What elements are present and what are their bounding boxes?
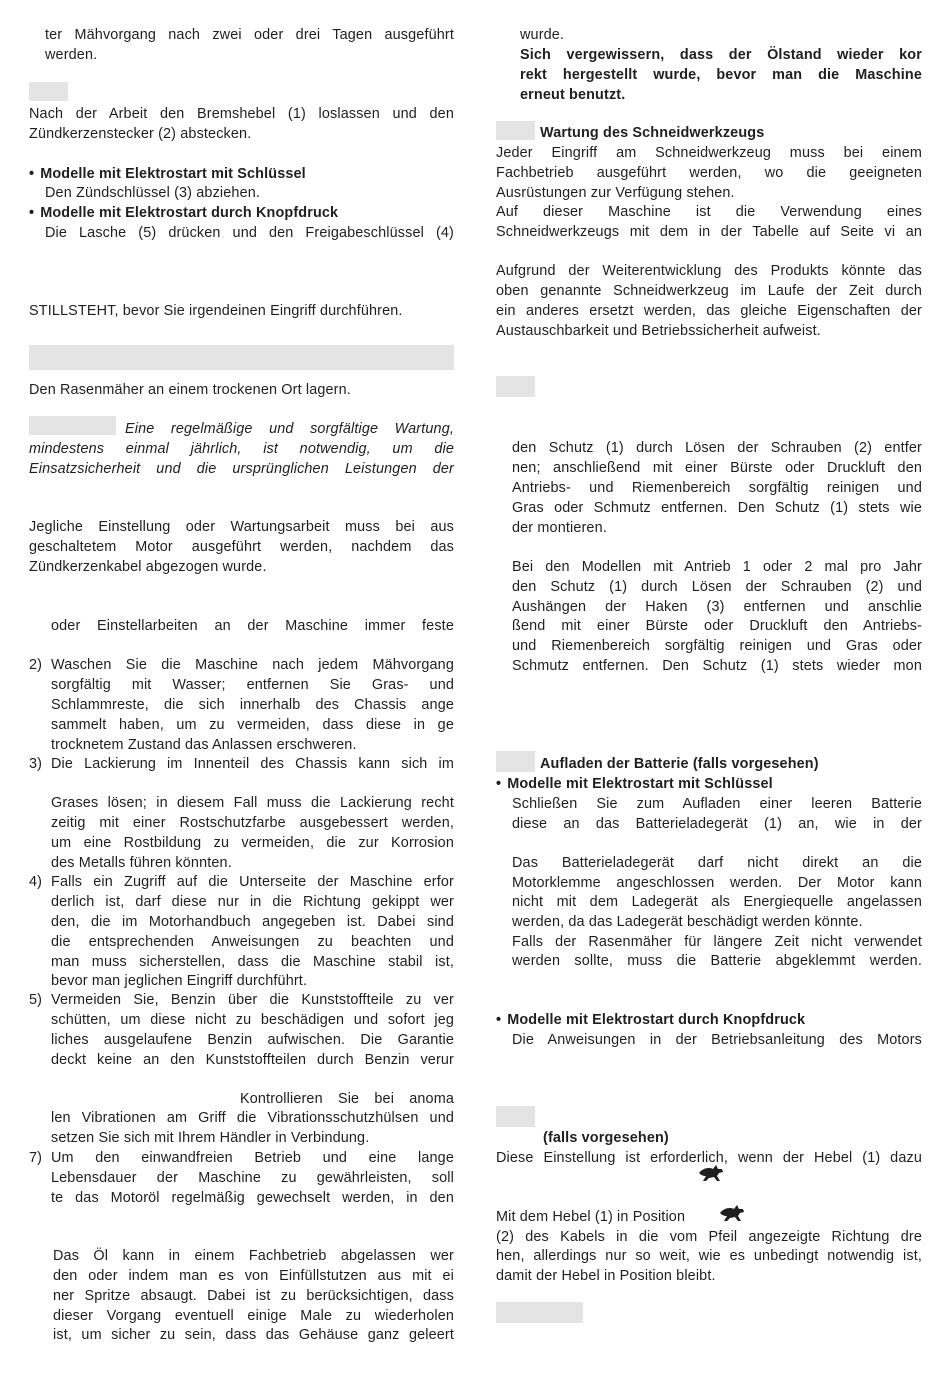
warning-line-1: Sich vergewissern, dass der Ölstand wieder kor — [520, 47, 922, 63]
cutting-line-5: Schneidwerkzeugs mit dem in der Tabelle auf Seite vi an — [496, 224, 922, 240]
warning-line-2: rekt hergestellt wurde, bevor man die Maschine — [520, 67, 922, 83]
item5-line-4: deckt keine an den Kunststoffteilen durch Benzin verur — [51, 1052, 454, 1068]
button-model-text: Die Lasche (5) drücken und den Freigabeschlüssel (4) — [45, 225, 454, 241]
item3-line-2: Grases lösen; in diesem Fall muss die Lackierung recht — [51, 795, 454, 811]
item3-line-4: um eine Rostbildung zu vermeiden, die zur Korrosion — [51, 835, 454, 851]
item2-line-3: Schlammreste, die sich innerhalb des Chassis ange — [51, 697, 454, 713]
key-model-title: Modelle mit Elektrostart mit Schlüssel — [40, 166, 306, 182]
item2-number: 2) — [29, 657, 43, 673]
section-number-box — [29, 82, 68, 101]
battery-heading: Aufladen der Batterie (falls vorgesehen) — [540, 756, 819, 772]
item7-line-1 — [29, 1148, 454, 1168]
guard1-line-4: Gras oder Schmutz entfernen. Den Schutz (1) stets wie — [512, 500, 922, 516]
cable-line-1: (2) des Kabels in die vom Pfeil angezeigte Richtung dre — [496, 1229, 922, 1245]
item7-line-2: Lebensdauer der Maschine zu gewährleisten, soll — [51, 1170, 454, 1186]
after-work-line-1: Nach der Arbeit den Bremshebel (1) loslassen und den — [29, 106, 454, 122]
charger-line-4: werden, da das Ladegerät beschädigt werden könnte. — [512, 914, 863, 930]
position-line — [496, 1207, 922, 1227]
guard-number-box — [496, 376, 535, 397]
development-line-2: oben genannte Schneidwerkzeug im Laufe der Zeit durch — [496, 283, 922, 299]
item4-line-6: bevor man jeglichen Eingriff durchführt. — [51, 973, 308, 989]
charger-line-1: Das Batterieladegerät darf nicht direkt an die — [512, 855, 922, 871]
section-heading-bar — [29, 345, 454, 370]
warning-line-3: erneut benutzt. — [520, 87, 626, 103]
item3-line-3: zeitig mit einer Rostschutzfarbe ausgebessert werden, — [51, 815, 454, 831]
button-model-title: Modelle mit Elektrostart durch Knopfdruck — [40, 205, 339, 221]
lever-line: Diese Einstellung ist erforderlich, wenn der Hebel (1) dazu — [496, 1150, 922, 1166]
item7-number: 7) — [29, 1150, 43, 1166]
guard2-line-5: und Riemenbereich sorgfältig reinigen und Gras oder — [512, 638, 922, 654]
oil-line-2: den oder indem man es von Einfüllstutzen aus mit ei — [53, 1268, 454, 1284]
stillsteht-line: STILLSTEHT, bevor Sie irgendeinen Eingriff durchführen. — [29, 303, 403, 319]
item2-line-1 — [29, 655, 454, 675]
after-work-line-2: Zündkerzenstecker (2) abstecken. — [29, 126, 252, 142]
oil-line-1: Das Öl kann in einem Fachbetrieb abgelassen wer — [53, 1248, 454, 1264]
key-model-heading: • Modelle mit Elektrostart mit Schlüssel — [29, 166, 306, 182]
guard2-line-2: den Schutz (1) durch Lösen der Schrauben (2) und — [512, 579, 922, 595]
hare-icon-inline — [719, 1203, 745, 1223]
item3-line-5: des Metalls führen könnten. — [51, 855, 232, 871]
adjust-line-3: Zündkerzenkabel abgezogen wurde. — [29, 559, 267, 575]
item6-line-2: len Vibrationen am Griff die Vibrationsschutzhülsen und — [51, 1110, 454, 1126]
battery-button-title: Modelle mit Elektrostart durch Knopfdruck — [507, 1012, 806, 1028]
battery-key-line-1: Schließen Sie zum Aufladen einer leeren Batterie — [512, 796, 922, 812]
guard2-line-1: Bei den Modellen mit Antrieb 1 oder 2 mal pro Jahr — [512, 559, 922, 575]
development-line-1: Aufgrund der Weiterentwicklung des Produkts könnte das — [496, 263, 922, 279]
item2-line-2: sorgfältig mit Wasser; entfernen Sie Gras- und — [51, 677, 454, 693]
maintenance-line-1: Eine regelmäßige und sorgfältige Wartung, — [125, 421, 454, 437]
maintenance-line-2: mindestens einmal jährlich, ist notwendig, um die — [29, 441, 454, 457]
item2-text: Waschen Sie die Maschine nach jedem Mähvorgang — [51, 657, 454, 673]
charger-line-3: nicht mit dem Ladegerät als Energiequelle angelassen — [512, 894, 922, 910]
cable-line-2: hen, allerdings nur so weit, wie es unbedingt notwendig ist, — [496, 1248, 922, 1264]
guard2-line-6: Schmutz entfernen. Den Schutz (1) stets wieder mon — [512, 658, 922, 674]
development-line-3: ein anderes ersetzt werden, das gleiche Eigenschaften der — [496, 303, 922, 319]
item3-line-1 — [29, 754, 454, 774]
oil-line-3: ner Spritze absaugt. Dabei ist zu berücksichtigen, dass — [53, 1288, 454, 1304]
oil-line-5: ist, um sicher zu sein, dass das Gehäuse ganz geleert — [53, 1327, 454, 1343]
item4-line-2: derlich ist, darf diese nur in die Richtung gekippt wer — [51, 894, 454, 910]
key-model-text: Den Zündschlüssel (3) abziehen. — [45, 185, 261, 201]
item2-line-5: trocknetem Zustand das Anlassen erschweren. — [51, 737, 357, 753]
intro-line-1: ter Mähvorgang nach zwei oder drei Tagen ausgeführt — [45, 27, 454, 43]
charger-line-6: werden sollte, muss die Batterie abgeklemmt werden. — [512, 953, 922, 969]
item4-line-5: man muss sicherstellen, dass die Maschine stabil ist, — [51, 954, 454, 970]
item5-line-3: liches ausgelaufene Benzin aufwischen. Die Garantie — [51, 1032, 454, 1048]
item5-text: Vermeiden Sie, Benzin über die Kunststoffteile zu ver — [51, 992, 454, 1008]
item4-line-1 — [29, 872, 454, 892]
charger-line-2: Motorklemme angeschlossen werden. Der Motor kann — [512, 875, 922, 891]
battery-key-line-2: diese an das Batterieladegerät (1) an, wie in der — [512, 816, 922, 832]
item6-line-3: setzen Sie sich mit Ihrem Händler in Verbindung. — [51, 1130, 370, 1146]
item5-number: 5) — [29, 992, 43, 1008]
development-line-4: Austauschbarkeit und Betriebssicherheit aufweist. — [496, 323, 821, 339]
guard2-line-3: Aushängen der Haken (3) entfernen und anschlie — [512, 599, 922, 615]
guard1-line-5: der montieren. — [512, 520, 607, 536]
item4-line-4: die entsprechenden Anweisungen zu beachten und — [51, 934, 454, 950]
lever-heading: (falls vorgesehen) — [543, 1130, 669, 1146]
intro-line-2: werden. — [45, 47, 98, 63]
cutting-line-1: Jeder Eingriff am Schneidwerkzeug muss bei einem — [496, 145, 922, 161]
item2-line-4: sammelt haben, um zu vermeiden, dass diese in ge — [51, 717, 454, 733]
item3-text: Die Lackierung im Innenteil des Chassis kann sich im — [51, 756, 454, 772]
oil-line-4: dieser Vorgang eventuell einige Male zu wiederholen — [53, 1308, 454, 1324]
item5-line-2: schütten, um diese nicht zu beschädigen und sofort jeg — [51, 1012, 454, 1028]
guard1-line-1: den Schutz (1) durch Lösen der Schrauben (2) entfer — [512, 440, 922, 456]
note-label-box-2 — [496, 1302, 583, 1323]
item7-text: Um den einwandfreien Betrieb und eine lange — [51, 1150, 454, 1166]
cutting-line-3: Ausrüstungen zur Verfügung stehen. — [496, 185, 735, 201]
button-model-heading: • Modelle mit Elektrostart durch Knopfdruck — [29, 205, 339, 221]
adjust-line-1: Jegliche Einstellung oder Wartungsarbeit muss bei aus — [29, 519, 454, 535]
cutting-line-2: Fachbetrieb ausgeführt werden, wo die geeigneten — [496, 165, 922, 181]
cutting-line-4: Auf dieser Maschine ist die Verwendung eines — [496, 204, 922, 220]
item5-line-1 — [29, 990, 454, 1010]
point1-tail: oder Einstellarbeiten an der Maschine immer feste — [51, 618, 454, 634]
item4-number: 4) — [29, 874, 43, 890]
battery-key-title: Modelle mit Elektrostart mit Schlüssel — [507, 776, 773, 792]
charger-line-5: Falls der Rasenmäher für längere Zeit nicht verwendet — [512, 934, 922, 950]
item3-number: 3) — [29, 756, 43, 772]
battery-button-heading: • Modelle mit Elektrostart durch Knopfdruck — [496, 1012, 806, 1028]
item4-text: Falls ein Zugriff auf die Unterseite der Maschine erfor — [51, 874, 454, 890]
item4-line-3: den, die im Motorhandbuch angegeben ist. Dabei sind — [51, 914, 454, 930]
cable-line-3: damit der Hebel in Position bleibt. — [496, 1268, 716, 1284]
battery-key-heading: • Modelle mit Elektrostart mit Schlüssel — [496, 776, 773, 792]
hare-icon — [698, 1163, 724, 1183]
guard1-line-3: Antriebs- und Riemenbereich sorgfältig reinigen und — [512, 480, 922, 496]
storage-line: Den Rasenmäher an einem trockenen Ort lagern. — [29, 382, 351, 398]
battery-button-line: Die Anweisungen in der Betriebsanleitung des Motors — [512, 1032, 922, 1048]
guard1-line-2: nen; anschließend mit einer Bürste oder Druckluft den — [512, 460, 922, 476]
item7-line-3: te das Motoröl regelmäßig gewechselt werden, in den — [51, 1190, 454, 1206]
guard2-line-4: ßend mit einer Bürste oder Druckluft den Antriebs- — [512, 618, 922, 634]
position-text: Mit dem Hebel (1) in Position — [496, 1209, 686, 1225]
right-top-line: wurde. — [520, 27, 565, 43]
lever-number-box — [496, 1106, 535, 1127]
maintenance-line-3: Einsatzsicherheit und die ursprünglichen Leistungen der — [29, 461, 454, 477]
adjust-line-2: geschaltetem Motor ausgeführt werden, nachdem das — [29, 539, 454, 555]
cutting-heading: Wartung des Schneidwerkzeugs — [540, 125, 765, 141]
item6-line-1: Kontrollieren Sie bei anoma — [240, 1091, 454, 1107]
